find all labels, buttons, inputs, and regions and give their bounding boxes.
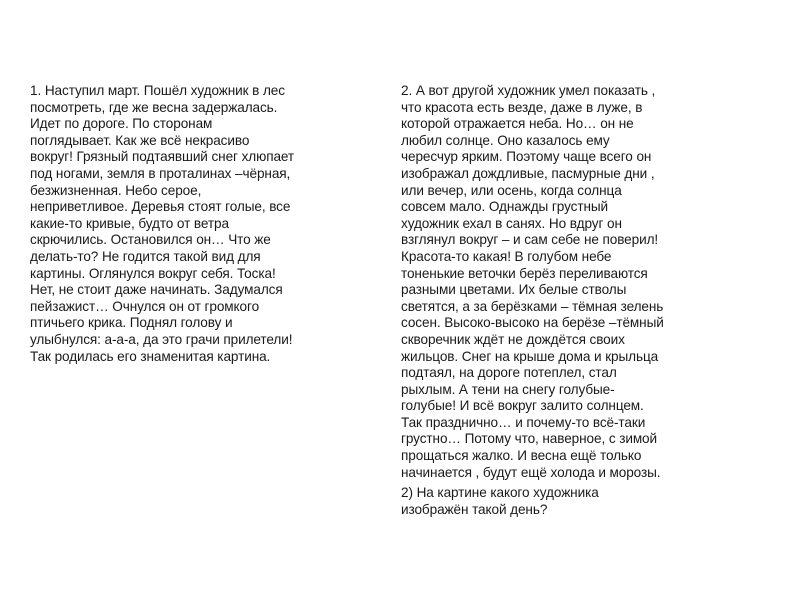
question-text: 2) На картине какого художника изображён такой день? bbox=[401, 485, 599, 517]
story-paragraph-1: 1. Наступил март. Пошёл художник в лес посмотреть, где же весна задержалась. Идет по дороге. По сторонам поглядывает. Как же всё некрасиво вокруг! Грязный подтаявший снег хлюпает под ногами, земля в проталинах –чёрная, безжизненная. Небо серое, неприветливое. Деревья стоят голые, все какие-то кривые, будто от ветра скрючились. Остановился он… Что же делать-то? Не годится такой вид для картины. Оглянулся вокруг себя. Тоска! Нет, не стоит даже начинать. Задумался пейзажист… Очнулся он от громкого птичьего крика. Поднял голову и улыбнулся: а-а-а, да это грачи прилетели! Так родилась его знаменитая картина. bbox=[30, 83, 295, 364]
story-paragraph-2: 2. А вот другой художник умел показать , что красота есть везде, даже в луже, в которой отражается неба. Но… он не любил солнце. Оно казалось ему чересчур ярким. Поэтому чаще всего он изображал дождливые, пасмурные дни , или вечер, или осень, когда солнца совсем мало. Однажды грустный художник ехал в санях. Но вдруг он взглянул вокруг – и сам себе не поверил! Красота-то какая! В голубом небе тоненькие веточки берёз переливаются разными цветами. Их белые стволы светятся, а за берёзками – тёмная зелень сосен. Высоко-высоко на берёзе –тёмный скворечник ждёт не дождётся своих жильцов. Снег на крыше дома и крыльца подтаял, на дороге потеплел, стал рыхлым. А тени на снегу голубые- голубые! И всё вокруг залито солнцем. Так празднично… и почему-то всё-таки грустно… Потому что, наверное, с зимой прощаться жалко. И весна ещё только начинается , будут ещё холода и морозы. bbox=[401, 83, 664, 480]
right-column bbox=[401, 83, 753, 518]
left-column bbox=[30, 83, 382, 365]
